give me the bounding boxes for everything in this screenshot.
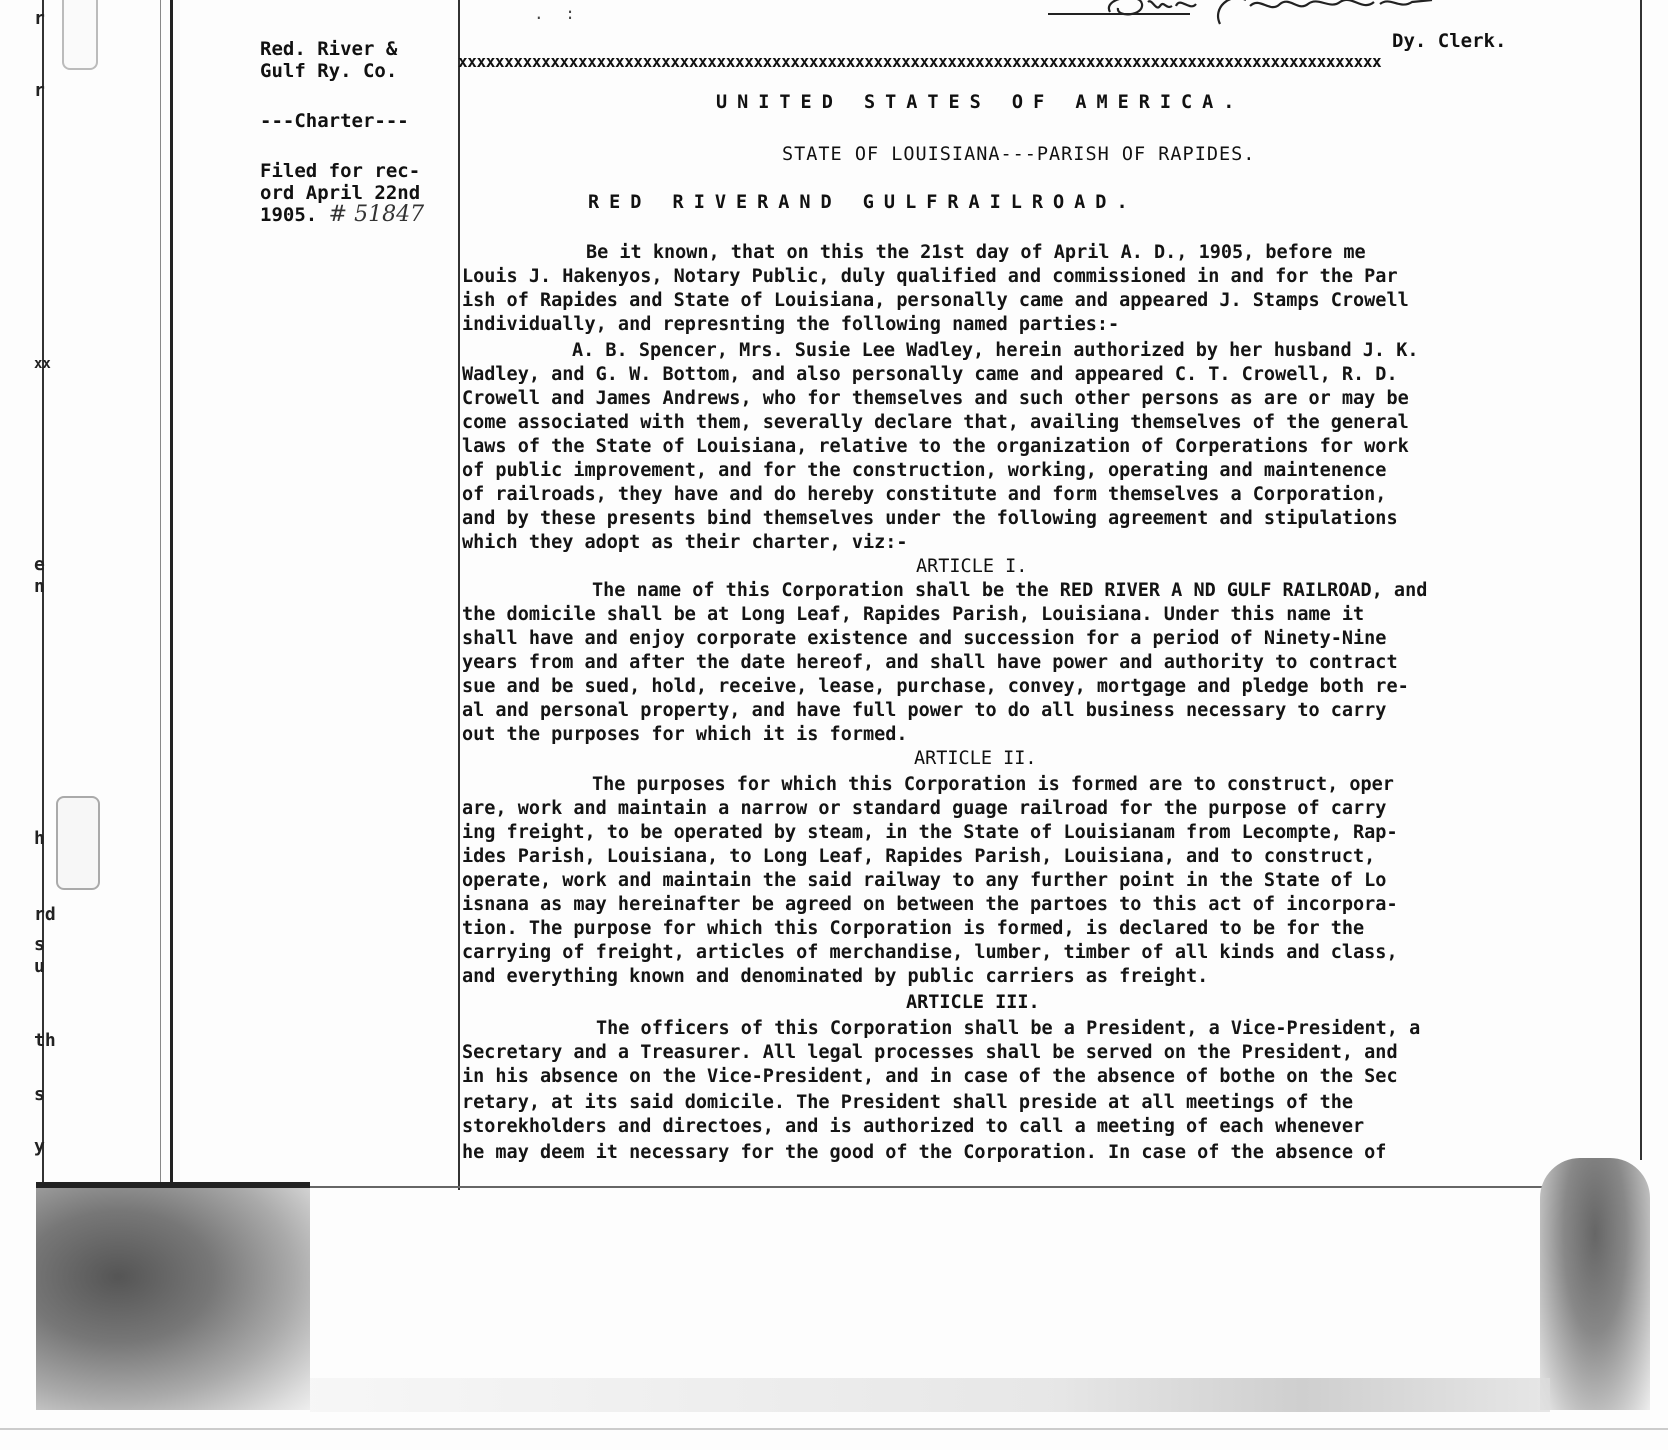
text-line: Louis J. Hakenyos, Notary Public, duly qualified and commissioned in and for the Par [462, 266, 1398, 287]
binder-tab-top [62, 0, 98, 70]
scan-shadow-bottom [310, 1378, 1550, 1412]
gutter-fragment: r [34, 80, 45, 101]
text-line: tion. The purpose for which this Corporation is formed, is declared to be for the [462, 918, 1365, 939]
scan-bottom-rule [0, 1428, 1668, 1430]
text-line: he may deem it necessary for the good of the Corporation. In case of the absence of [462, 1142, 1387, 1163]
margin-title-line1: Red. River & [260, 38, 398, 60]
text-line: individually, and represnting the following named parties:- [462, 314, 1120, 335]
text-line: storekholders and directoes, and is authorized to call a meeting of each whenever [462, 1116, 1365, 1137]
heading-state-parish: STATE OF LOUISIANA---PARISH OF RAPIDES. [782, 144, 1256, 165]
margin-filed-line1: Filed for rec- [260, 160, 421, 182]
text-line: out the purposes for which it is formed. [462, 724, 908, 745]
gutter-fragment: r [34, 8, 45, 29]
text-line: The purposes for which this Corporation is formed are to construct, oper [592, 774, 1394, 795]
text-line: retary, at its said domicile. The President shall preside at all meetings of the [462, 1092, 1354, 1113]
text-line: Be it known, that on this the 21st day of April A. D., 1905, before me [586, 242, 1366, 263]
clerk-signature [1040, 0, 1460, 30]
text-line: Secretary and a Treasurer. All legal processes shall be served on the President, and [462, 1042, 1398, 1063]
heading-united-states: UNITED STATES OF AMERICA. [716, 92, 1245, 113]
x-separator-rule: xxxxxxxxxxxxxxxxxxxxxxxxxxxxxxxxxxxxxxxxxxxxxxxxxxxxxxxxxxxxxxxxxxxxxxxxxxxxxxxxxxxxxxxxxxxxxxxxxxxx [458, 52, 1382, 71]
text-line: Wadley, and G. W. Bottom, and also personally came and appeared C. T. Crowell, R. D. [462, 364, 1398, 385]
margin-title-line2: Gulf Ry. Co. [260, 60, 398, 82]
page-bottom-edge [310, 1186, 1550, 1188]
text-line: carrying of freight, articles of merchandise, lumber, timber of all kinds and class, [462, 942, 1398, 963]
stray-marks: . : [534, 4, 581, 23]
text-line: of public improvement, and for the construction, working, operating and maintenence [462, 460, 1387, 481]
article-2-title: ARTICLE II. [914, 748, 1037, 769]
text-line: which they adopt as their charter, viz:- [462, 532, 908, 553]
text-line: and everything known and denominated by public carriers as freight. [462, 966, 1209, 987]
text-line: and by these presents bind themselves under the following agreement and stipulations [462, 508, 1398, 529]
text-line: years from and after the date hereof, and shall have power and authority to contract [462, 652, 1398, 673]
text-line: in his absence on the Vice-President, and in case of the absence of bothe on the Sec [462, 1066, 1398, 1087]
text-line: the domicile shall be at Long Leaf, Rapides Parish, Louisiana. Under this name it [462, 604, 1365, 625]
text-line: operate, work and maintain the said railway to any further point in the State of Lo [462, 870, 1387, 891]
text-line: ing freight, to be operated by steam, in the State of Louisianam from Lecompte, Rap- [462, 822, 1398, 843]
scan-shadow-left [36, 1188, 310, 1410]
text-line: shall have and enjoy corporate existence and succession for a period of Ninety-Nine [462, 628, 1387, 649]
margin-notes [260, 38, 460, 226]
gutter-fragment: n [34, 576, 45, 597]
text-line: al and personal property, and have full power to do all business necessary to carry [462, 700, 1387, 721]
scan-shadow-right-thumb [1540, 1158, 1650, 1410]
text-line: Crowell and James Andrews, who for themselves and such other persons as are or may be [462, 388, 1409, 409]
margin-filed-year: 1905. [260, 204, 318, 226]
gutter-fragment: u [34, 956, 45, 977]
gutter-fragment: s [34, 1084, 45, 1105]
gutter-fragment: xx [34, 356, 51, 372]
text-line: sue and be sued, hold, receive, lease, purchase, convey, mortgage and pledge both re- [462, 676, 1409, 697]
text-line: ides Parish, Louisiana, to Long Leaf, Rapides Parish, Louisiana, and to construct, [462, 846, 1376, 867]
gutter-fold-line [160, 0, 161, 1190]
deputy-clerk-label: Dy. Clerk. [1392, 30, 1507, 52]
text-line: of railroads, they have and do hereby constitute and form themselves a Corporation, [462, 484, 1387, 505]
text-line: The officers of this Corporation shall be a President, a Vice-President, a [596, 1018, 1421, 1039]
gutter-fragment: s [34, 934, 45, 955]
gutter-fragment: rd [34, 904, 56, 925]
text-line: The name of this Corporation shall be the RED RIVER A ND GULF RAILROAD, and [592, 580, 1428, 601]
text-line: are, work and maintain a narrow or standard guage railroad for the purpose of carry [462, 798, 1387, 819]
page-right-edge [1640, 0, 1642, 1160]
article-1-title: ARTICLE I. [916, 556, 1028, 577]
filed-number-handwritten: # 51847 [328, 202, 425, 227]
gutter-fragment: e [34, 554, 45, 575]
margin-filed-line2: ord April 22nd [260, 182, 421, 204]
article-3-title: ARTICLE III. [906, 992, 1040, 1013]
text-line: ish of Rapides and State of Louisiana, personally came and appeared J. Stamps Crowell [462, 290, 1409, 311]
heading-railroad-name: RED RIVERAND GULFRAILROAD. [588, 192, 1138, 213]
gutter-fragment: y [34, 1136, 45, 1157]
binder-tab-middle [56, 796, 100, 890]
text-line: come associated with them, severally declare that, availing themselves of the general [462, 412, 1409, 433]
text-line: laws of the State of Louisiana, relative to the organization of Corperations for work [462, 436, 1409, 457]
gutter-fragment: h [34, 828, 45, 849]
text-line: A. B. Spencer, Mrs. Susie Lee Wadley, herein authorized by her husband J. K. [572, 340, 1419, 361]
margin-filed-line3 [260, 204, 460, 226]
text-line: isnana as may hereinafter be agreed on between the partoes to this act of incorpora- [462, 894, 1398, 915]
gutter-fragment: th [34, 1030, 56, 1051]
margin-charter-label: ---Charter--- [260, 110, 409, 132]
binding-line [170, 0, 173, 1190]
